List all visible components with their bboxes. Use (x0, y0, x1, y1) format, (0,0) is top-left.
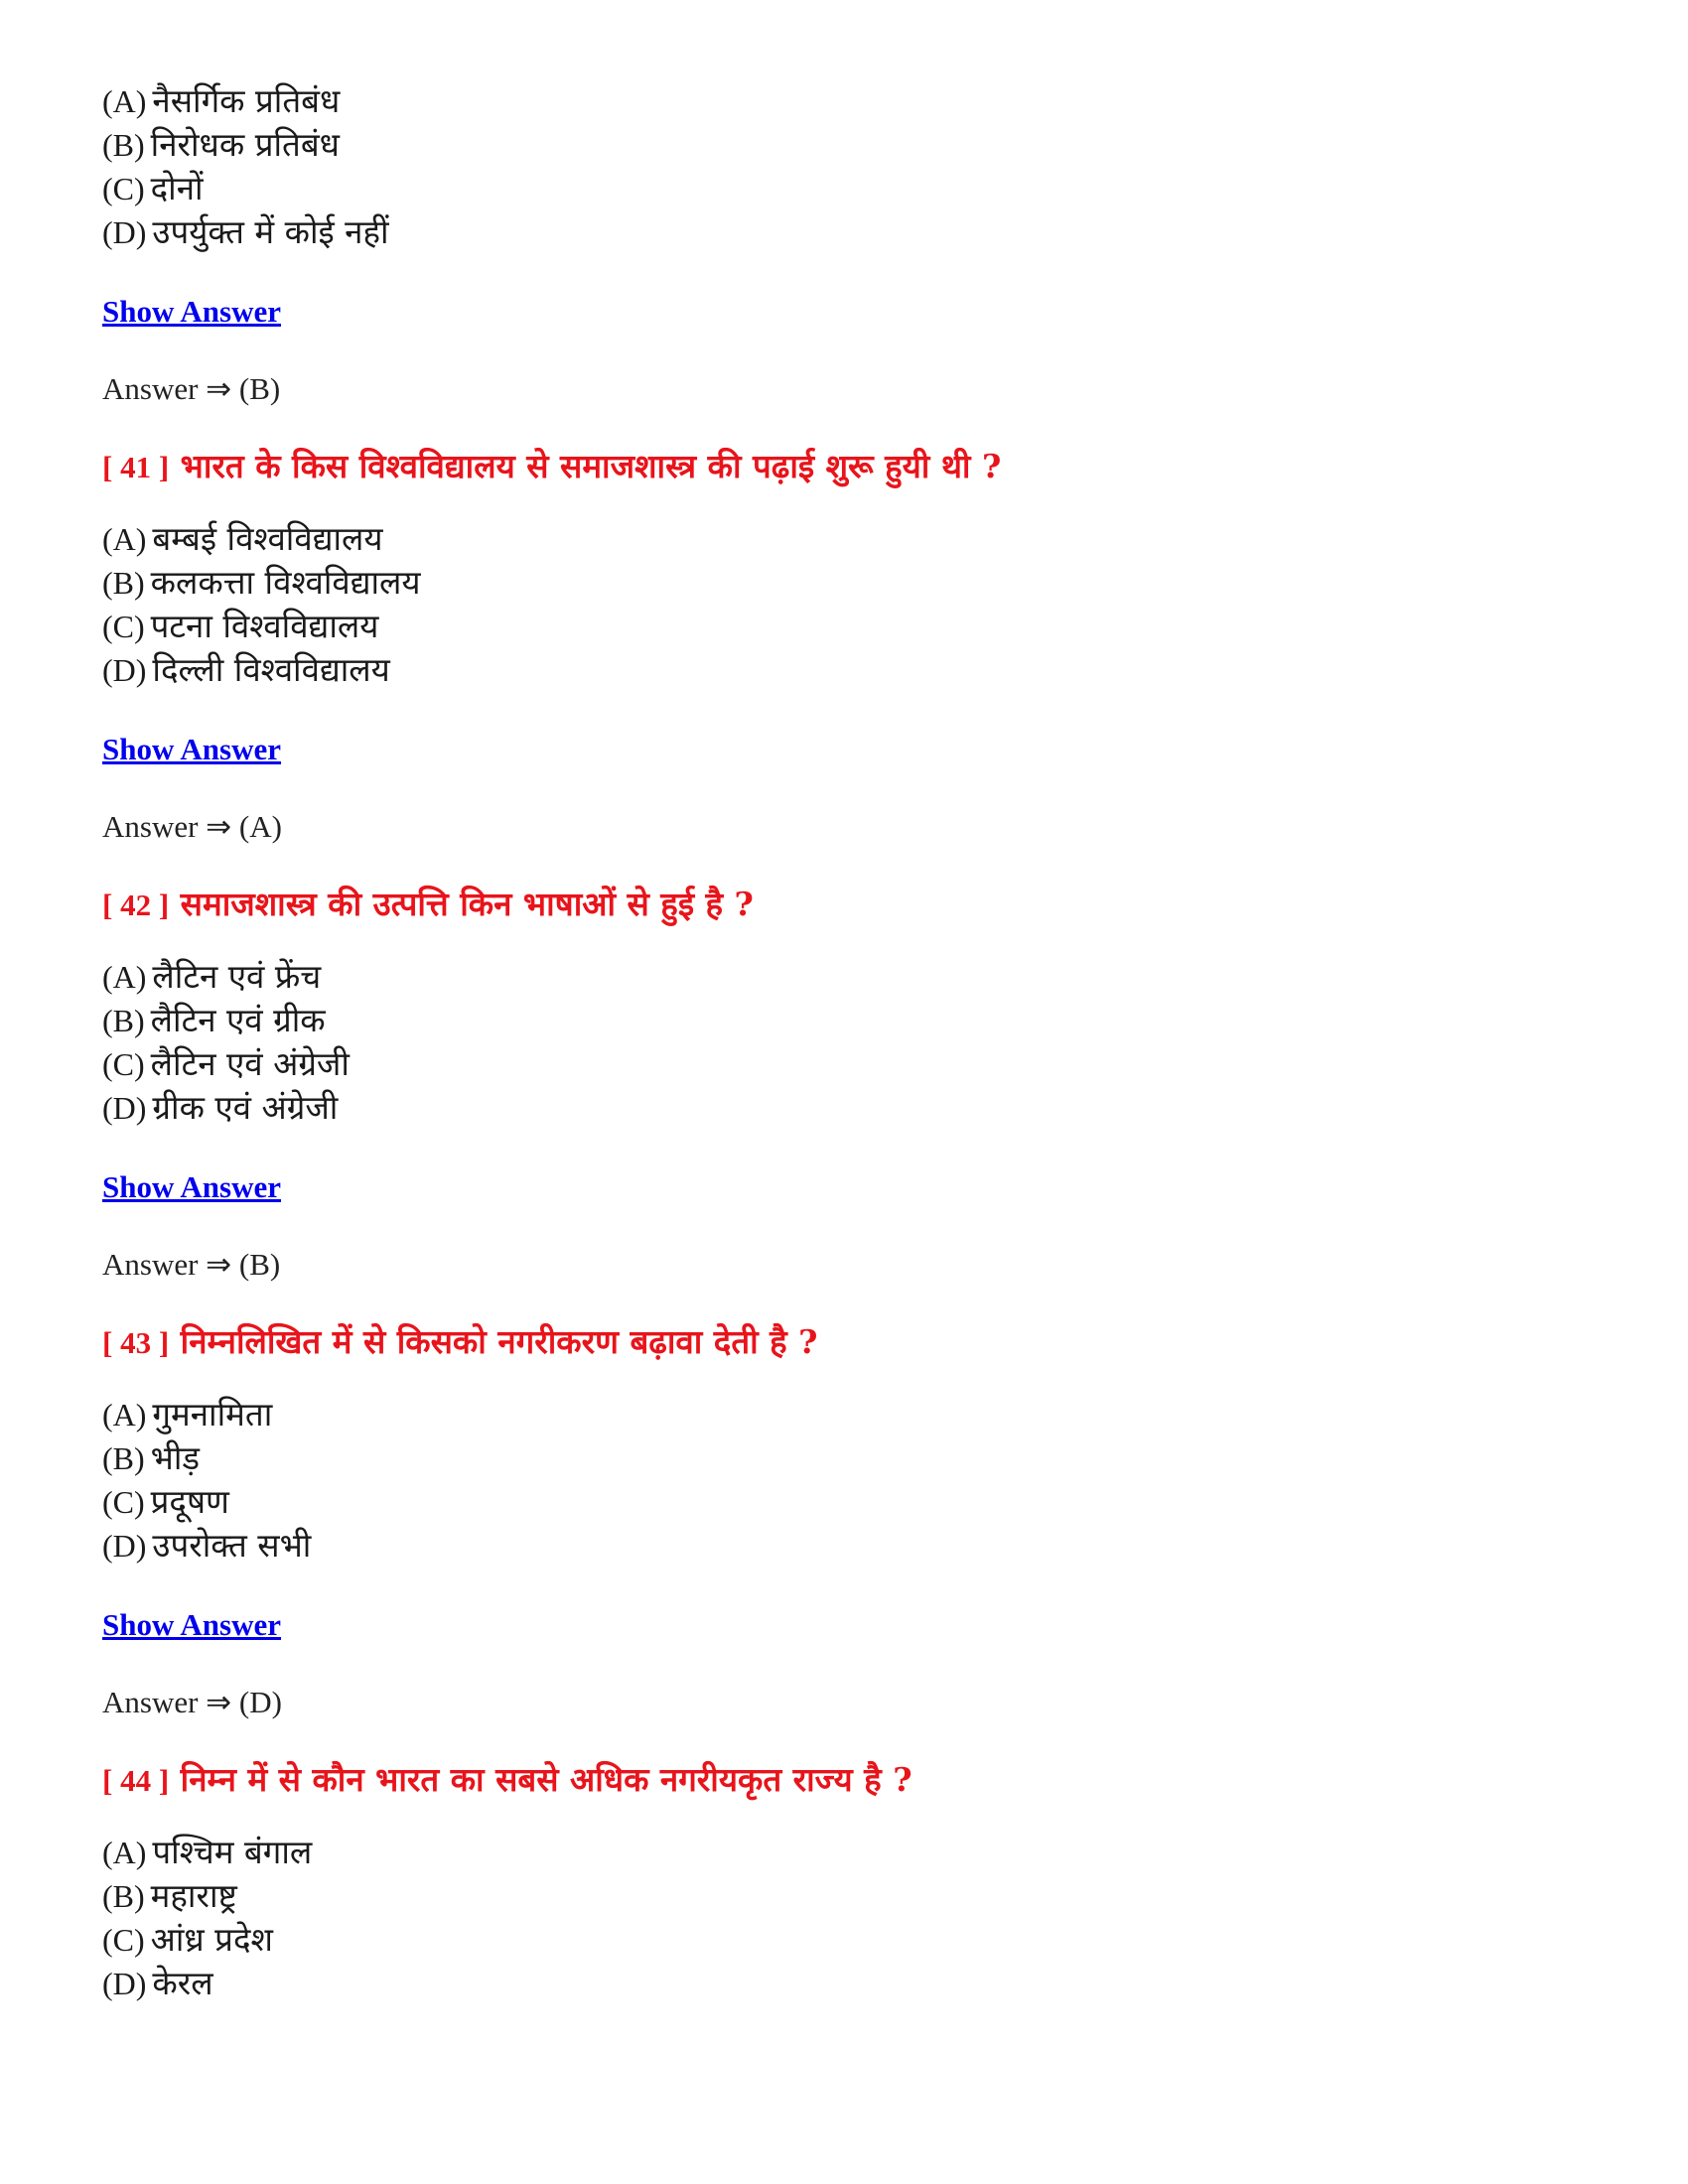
option-b: (B) भीड़ (102, 1438, 201, 1477)
question-41-options (102, 517, 1572, 692)
question-43-options (102, 1393, 1572, 1568)
question-41: [ 41 ] भारत के किस विश्वविद्यालय से समाजशास्त्र की पढ़ाई शुरू हुयी थी ? (102, 447, 1002, 485)
option-c: (C) दोनों (102, 169, 204, 207)
show-answer-link[interactable]: Show Answer (102, 732, 282, 766)
option-b: (B) कलकत्ता विश्वविद्यालय (102, 563, 421, 602)
option-a: (A) पश्चिम बंगाल (102, 1833, 313, 1871)
question-40-options (102, 79, 1572, 254)
quiz-page (102, 79, 1572, 2005)
option-c: (C) पटना विश्वविद्यालय (102, 607, 379, 645)
question-44-options (102, 1831, 1572, 2005)
option-b: (B) महाराष्ट्र (102, 1876, 237, 1915)
show-answer-link[interactable]: Show Answer (102, 294, 282, 329)
option-d: (D) उपरोक्त सभी (102, 1526, 312, 1565)
question-42: [ 42 ] समाजशास्त्र की उत्पत्ति किन भाषाओं से हुई है ? (102, 885, 754, 923)
option-c: (C) आंध्र प्रदेश (102, 1920, 273, 1959)
option-a: (A) नैसर्गिक प्रतिबंध (102, 81, 341, 120)
question-44: [ 44 ] निम्न में से कौन भारत का सबसे अधिक नगरीयकृत राज्य है ? (102, 1760, 913, 1799)
option-b: (B) निरोधक प्रतिबंध (102, 125, 340, 164)
option-d: (D) केरल (102, 1964, 213, 2002)
option-d: (D) दिल्ली विश्वविद्यालय (102, 650, 390, 689)
option-b: (B) लैटिन एवं ग्रीक (102, 1001, 326, 1039)
option-d: (D) उपर्युक्त में कोई नहीं (102, 212, 389, 251)
option-a: (A) बम्बई विश्वविद्यालय (102, 519, 383, 558)
show-answer-link[interactable]: Show Answer (102, 1607, 282, 1642)
question-42-options (102, 955, 1572, 1130)
option-a: (A) लैटिन एवं फ्रेंच (102, 957, 322, 996)
answer-43: Answer ⇒ (D) (102, 1685, 282, 1719)
answer-42: Answer ⇒ (B) (102, 1247, 281, 1282)
option-d: (D) ग्रीक एवं अंग्रेजी (102, 1088, 339, 1127)
answer-40: Answer ⇒ (B) (102, 371, 281, 406)
option-a: (A) गुमनामिता (102, 1395, 273, 1433)
answer-41: Answer ⇒ (A) (102, 809, 282, 844)
option-c: (C) लैटिन एवं अंग्रेजी (102, 1044, 350, 1083)
question-43: [ 43 ] निम्नलिखित में से किसको नगरीकरण बढ़ावा देती है ? (102, 1322, 818, 1361)
show-answer-link[interactable]: Show Answer (102, 1169, 282, 1204)
option-c: (C) प्रदूषण (102, 1482, 229, 1521)
